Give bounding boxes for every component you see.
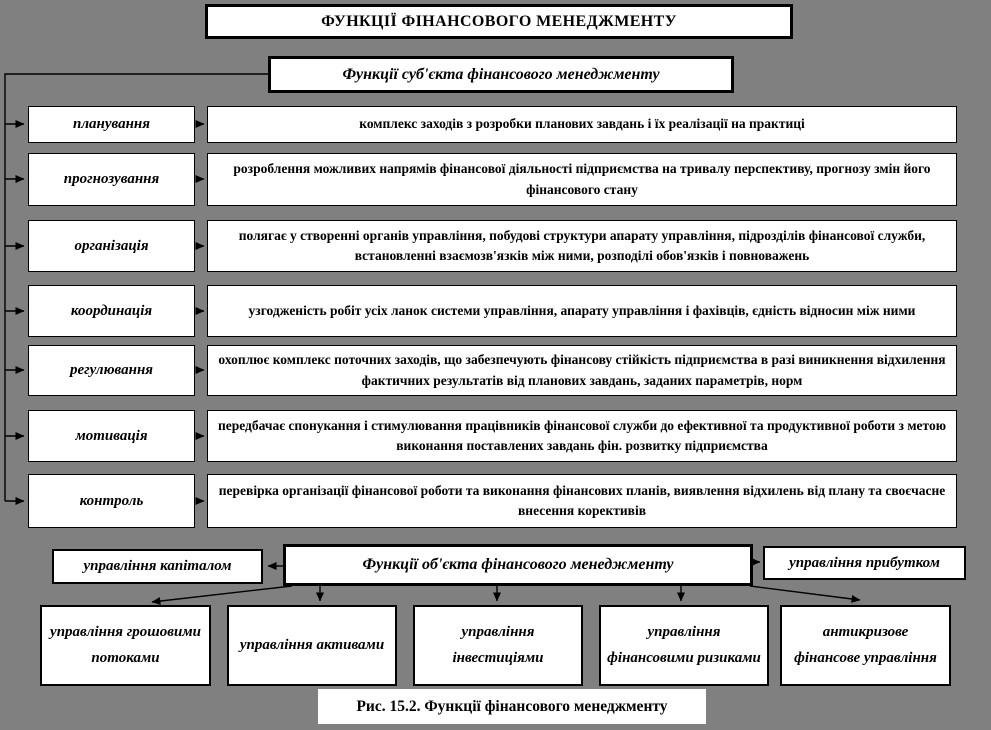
object-function-investments: управління інвестиціями	[413, 605, 583, 686]
figure-caption: Рис. 15.2. Функції фінансового менеджменту	[318, 689, 706, 724]
function-label-regulation: регулювання	[28, 345, 195, 396]
function-label-forecasting: прогнозування	[28, 153, 195, 206]
function-desc-forecasting: розроблення можливих напрямів фінансової діяльності підприємства на тривалу перспективу, прогнозу змін його фінансового стану	[207, 153, 957, 206]
label-to-description-arrows	[196, 124, 204, 501]
function-desc-regulation: охоплює комплекс поточних заходів, що забезпечують фінансову стійкість підприємства в разі виникнення відхилення фактичних результатів від планових завдань, заданих параметрів, норм	[207, 345, 957, 396]
function-desc-organization: полягає у створенні органів управління, побудові структури апарату управління, підрозділів фінансової служби, встановленні взаємозв'язків між ними, розподілі обов'язків і повноважень	[207, 220, 957, 272]
function-desc-control: перевірка організації фінансової роботи та виконання фінансових планів, виявлення відхилень від плану та своєчасне внесення корективів	[207, 474, 957, 528]
object-functions-header: Функції об'єкта фінансового менеджменту	[283, 544, 753, 586]
function-label-control: контроль	[28, 474, 195, 528]
function-label-organization: організація	[28, 220, 195, 272]
object-function-assets: управління активами	[227, 605, 397, 686]
object-right-profit-management: управління прибутком	[763, 546, 966, 580]
object-function-risks: управління фінансовими ризиками	[599, 605, 769, 686]
object-function-cash-flows: управління грошовими потоками	[40, 605, 211, 686]
function-desc-motivation: передбачає спонукання і стимулювання працівників фінансової служби до ефективної та продуктивної роботи з метою виконання поставлених завдань фін. розвитку підприємства	[207, 410, 957, 462]
object-left-capital-management: управління капіталом	[52, 549, 263, 584]
function-desc-planning: комплекс заходів з розробки планових завдань і їх реалізації на практиці	[207, 106, 957, 143]
object-fan-arrows	[152, 586, 860, 602]
subject-functions-header: Функції суб'єкта фінансового менеджменту	[268, 56, 734, 93]
function-label-planning: планування	[28, 106, 195, 143]
object-function-anticrisis: антикризове фінансове управління	[780, 605, 951, 686]
main-title: ФУНКЦІЇ ФІНАНСОВОГО МЕНЕДЖМЕНТУ	[205, 4, 793, 39]
function-desc-coordination: узгодженість робіт усіх ланок системи управління, апарату управління і фахівців, єдність відносин між ними	[207, 285, 957, 337]
function-label-motivation: мотивація	[28, 410, 195, 462]
function-label-coordination: координація	[28, 285, 195, 337]
